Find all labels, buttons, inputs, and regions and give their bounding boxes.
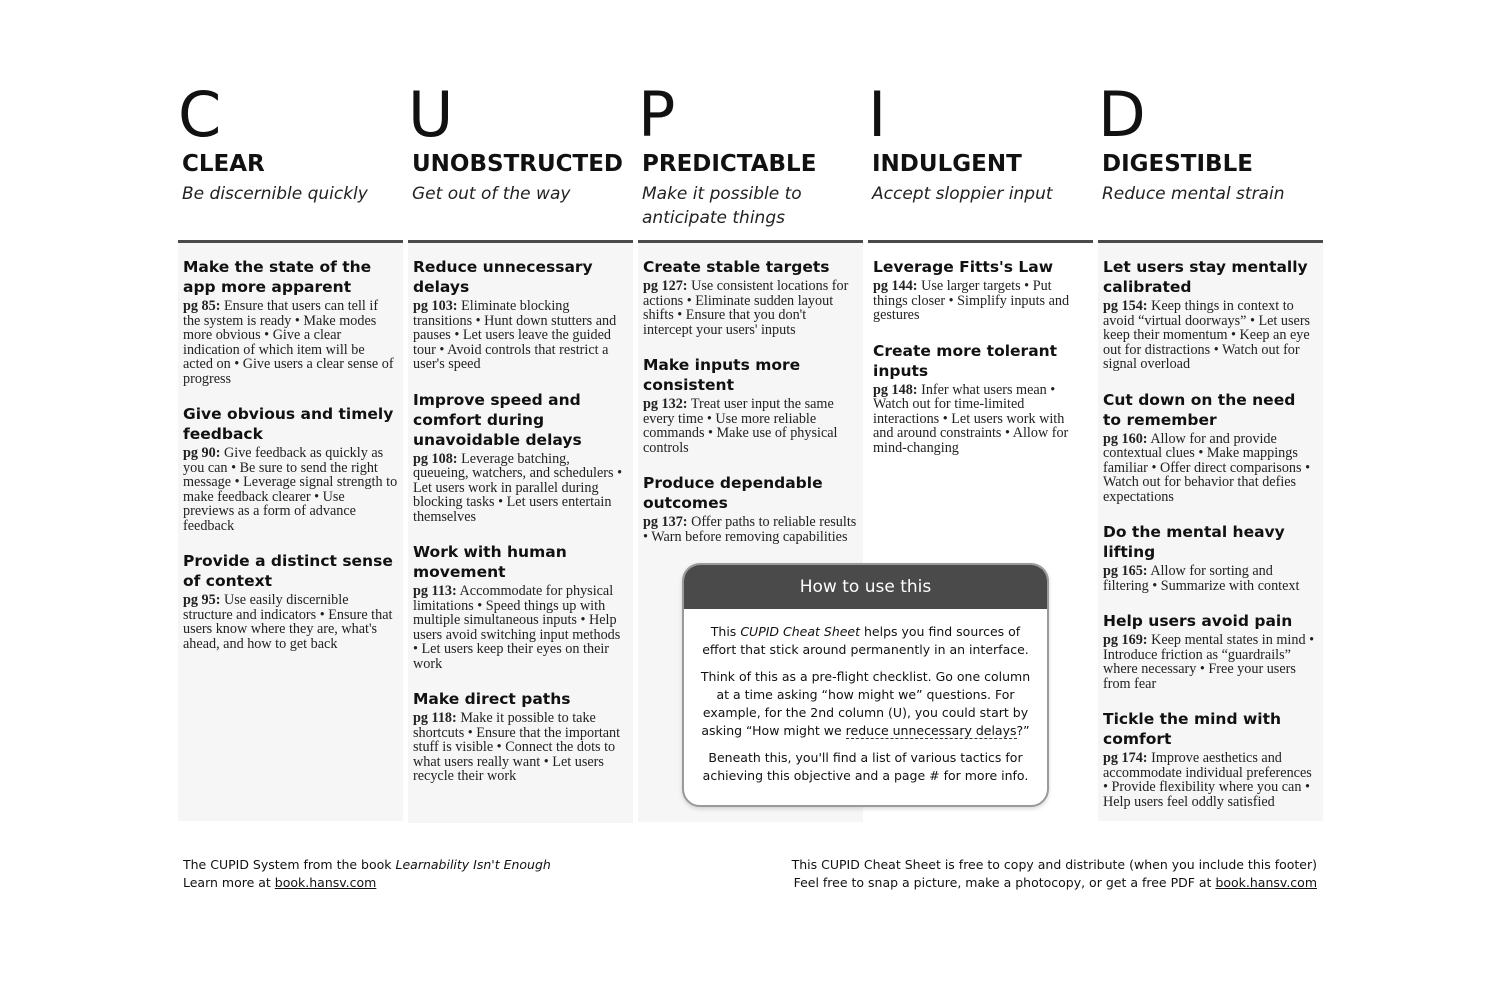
tactic-description: Keep things in context to avoid “virtual doorways” • Let users keep their momentum • Keep an eye out for distractions • Watch out for signal overload	[1103, 298, 1311, 372]
how-to-use-box	[682, 563, 1049, 807]
tactic-title: Create stable targets	[643, 258, 830, 276]
page-reference: pg 103:	[413, 298, 458, 314]
column-letter: C	[178, 78, 222, 151]
column-tagline: Accept sloppier input	[872, 184, 1053, 204]
footer-right-line-2	[792, 874, 1317, 892]
tactic-item	[1103, 390, 1318, 505]
tactic-text	[413, 711, 628, 784]
tactic-item	[413, 390, 628, 525]
tactic-title: Make the state of the app more apparent	[183, 258, 372, 296]
tactic-description: Allow for sorting and filtering • Summarize with context	[1103, 563, 1300, 594]
tactic-title: Reduce unnecessary delays	[413, 258, 593, 296]
column-letter: I	[868, 78, 887, 151]
column-body	[868, 243, 1093, 487]
tactic-title: Give obvious and timely feedback	[183, 405, 394, 443]
column-name: UNOBSTRUCTED	[412, 151, 624, 177]
howto-p1-em: CUPID Cheat Sheet	[740, 624, 861, 639]
tactic-description: Allow for and provide contextual clues • Make mappings familiar • Offer direct comparisons • Watch out for behavior that defies expectations	[1103, 430, 1311, 505]
tactic-text	[643, 397, 858, 455]
page-reference: pg 127:	[643, 278, 688, 294]
tactic-description: Use consistent locations for actions • Eliminate sudden layout shifts • Ensure that you don't intercept your users' inputs	[643, 278, 849, 338]
column-name: PREDICTABLE	[642, 151, 817, 177]
column-tagline: Make it possible to anticipate things	[642, 184, 802, 228]
tactic-title: Let users stay mentally calibrated	[1103, 258, 1308, 296]
tactic-text	[643, 515, 858, 544]
page-reference: pg 169:	[1103, 632, 1148, 648]
tactic-description: Eliminate blocking transitions • Hunt down stutters and pauses • Let users leave the guided tour • Avoid controls that restrict a user's speed	[413, 298, 617, 372]
tactic-description: Treat user input the same every time • Use more reliable commands • Make use of physical controls	[643, 396, 838, 456]
tactic-text	[1103, 432, 1318, 505]
tactic-text	[1103, 564, 1318, 593]
column-body	[408, 243, 633, 823]
column-header	[178, 80, 403, 240]
page-reference: pg 113:	[413, 583, 457, 599]
page-reference: pg 108:	[413, 450, 458, 467]
footer-left	[183, 856, 551, 892]
tactic-text	[413, 584, 628, 671]
tactic-item	[1103, 709, 1318, 809]
footer-book-pre: The CUPID System from the book	[183, 857, 396, 872]
tactic-description: Use larger targets • Put things closer • Simplify inputs and gestures	[873, 278, 1070, 323]
footer-left-link[interactable]: book.hansv.com	[274, 875, 377, 890]
page-reference: pg 144:	[873, 278, 918, 294]
footer-left-line-2	[183, 874, 551, 892]
column-name: INDULGENT	[872, 151, 1022, 177]
tactic-text	[873, 279, 1088, 323]
tactic-item	[1103, 611, 1318, 691]
page-reference: pg 165:	[1103, 563, 1148, 579]
column-clear	[178, 80, 403, 823]
tactic-item	[413, 257, 628, 372]
tactic-text	[873, 383, 1088, 456]
tactic-title: Make direct paths	[413, 690, 571, 708]
tactic-item	[873, 257, 1088, 323]
tactic-item	[1103, 257, 1318, 372]
page-reference: pg 118:	[413, 710, 457, 726]
footer-right-line-1: This CUPID Cheat Sheet is free to copy and distribute (when you include this footer)	[791, 857, 1317, 872]
page-reference: pg 137:	[643, 514, 688, 530]
howto-p2-post: ?”	[1016, 723, 1030, 738]
tactic-item	[643, 355, 858, 455]
howto-paragraph-2	[698, 668, 1033, 740]
column-header	[638, 80, 863, 240]
how-to-use-body	[684, 609, 1047, 785]
column-header	[408, 80, 633, 240]
tactic-title: Do the mental heavy lifting	[1103, 523, 1285, 561]
tactic-description: Leverage batching, queueing, watchers, and schedulers • Let users work in parallel during blocking tasks • Let users entertain themselves	[413, 450, 623, 525]
column-digestible	[1098, 80, 1323, 823]
footer-learn-more: Learn more at	[183, 875, 275, 890]
tactic-text	[643, 279, 858, 337]
tactic-item	[873, 341, 1088, 456]
tactic-title: Improve speed and comfort during unavoidable delays	[413, 390, 582, 449]
page-reference: pg 174:	[1103, 750, 1148, 766]
page-reference: pg 95:	[183, 592, 221, 608]
tactic-description: Improve aesthetics and accommodate individual preferences • Provide flexibility where you can • Help users feel oddly satisfied	[1103, 750, 1312, 810]
how-to-use-title: How to use this	[684, 565, 1047, 609]
column-letter: D	[1098, 78, 1146, 151]
tactic-title: Leverage Fitts's Law	[873, 258, 1054, 276]
column-name: DIGESTIBLE	[1102, 151, 1253, 177]
tactic-description: Ensure that users can tell if the system is ready • Make modes more obvious • Give a clear indication of which item will be acted on • Give users a clear sense of progress	[183, 298, 394, 387]
tactic-item	[643, 257, 858, 337]
tactic-description: Accommodate for physical limitations • Speed things up with multiple simultaneous inputs • Help users avoid switching input methods • Let users keep their eyes on their work	[413, 583, 621, 672]
tactic-title: Work with human movement	[413, 543, 567, 581]
howto-p2-pre: Think of this as a pre-flight checklist. Go one column at a time asking “how might we” questions. For example, for the 2nd column (U), you could start by asking “How might we	[700, 669, 1031, 738]
column-tagline: Get out of the way	[412, 184, 571, 204]
tactic-description: Use easily discernible structure and indicators • Ensure that users know where they are, what's ahead, and how to get back	[183, 592, 393, 652]
howto-p1-post: helps you find sources of effort that stick around permanently in an interface.	[702, 624, 1029, 657]
tactic-text	[1103, 299, 1318, 372]
tactic-item	[183, 551, 398, 651]
tactic-title: Create more tolerant inputs	[873, 341, 1058, 380]
page-reference: pg 148:	[873, 381, 918, 398]
tactic-text	[1103, 751, 1318, 809]
footer-right-pre: Feel free to snap a picture, make a photocopy, or get a free PDF at	[793, 875, 1216, 890]
tactic-item	[413, 542, 628, 671]
column-header	[1098, 80, 1323, 240]
column-tagline: Reduce mental strain	[1102, 184, 1285, 204]
tactic-item	[183, 404, 398, 533]
howto-p1-pre: This	[710, 624, 741, 639]
tactic-description: Give feedback as quickly as you can • Be sure to send the right message • Leverage signal strength to make feedback clearer • Use previews as a form of advance feedback	[183, 445, 398, 534]
tactic-text	[413, 452, 628, 525]
howto-p2-dotted: reduce unnecessary delays	[845, 723, 1017, 738]
tactic-description: Keep mental states in mind • Introduce friction as “guardrails” where necessary • Free your users from fear	[1103, 632, 1315, 692]
tactic-item	[413, 689, 628, 784]
tactic-title: Produce dependable outcomes	[643, 474, 823, 512]
tactic-title: Provide a distinct sense of context	[183, 552, 393, 590]
tactic-text	[1103, 633, 1318, 691]
footer-right-link[interactable]: book.hansv.com	[1215, 875, 1317, 890]
tactic-title: Help users avoid pain	[1103, 612, 1293, 630]
column-body	[178, 243, 403, 821]
footer-left-line-1	[183, 856, 551, 874]
tactic-description: Make it possible to take shortcuts • Ensure that the important stuff is visible • Connect the dots to what users really want • Let users recycle their work	[413, 710, 621, 784]
tactic-text	[413, 299, 628, 372]
page-reference: pg 90:	[183, 445, 221, 461]
page-reference: pg 132:	[643, 396, 688, 412]
column-letter: U	[408, 78, 454, 151]
column-header	[868, 80, 1093, 240]
footer-book-title: Learnability Isn't Enough	[395, 857, 551, 872]
column-letter: P	[638, 78, 676, 151]
column-name: CLEAR	[182, 151, 265, 177]
page-reference: pg 154:	[1103, 298, 1148, 314]
footer-right	[792, 856, 1317, 892]
column-body	[1098, 243, 1323, 821]
column-unobstructed	[408, 80, 633, 823]
tactic-description: Infer what users mean • Watch out for time-limited interactions • Let users work with and around constraints • Allow for mind-changing	[873, 381, 1069, 456]
page-reference: pg 85:	[183, 298, 221, 314]
page-reference: pg 160:	[1103, 430, 1148, 447]
tactic-item	[1103, 522, 1318, 593]
tactic-title: Cut down on the need to remember	[1103, 390, 1296, 429]
howto-paragraph-3: Beneath this, you'll find a list of various tactics for achieving this objective and a page # for more info.	[702, 750, 1029, 783]
howto-paragraph-1	[698, 623, 1033, 659]
tactic-text	[183, 446, 398, 533]
tactic-text	[183, 299, 398, 386]
tactic-item	[643, 473, 858, 544]
tactic-title: Tickle the mind with comfort	[1103, 710, 1282, 748]
tactic-description: Offer paths to reliable results • Warn before removing capabilities	[643, 514, 857, 545]
tactic-title: Make inputs more consistent	[643, 356, 801, 394]
tactic-text	[183, 593, 398, 651]
tactic-item	[183, 257, 398, 386]
column-tagline: Be discernible quickly	[182, 184, 368, 204]
